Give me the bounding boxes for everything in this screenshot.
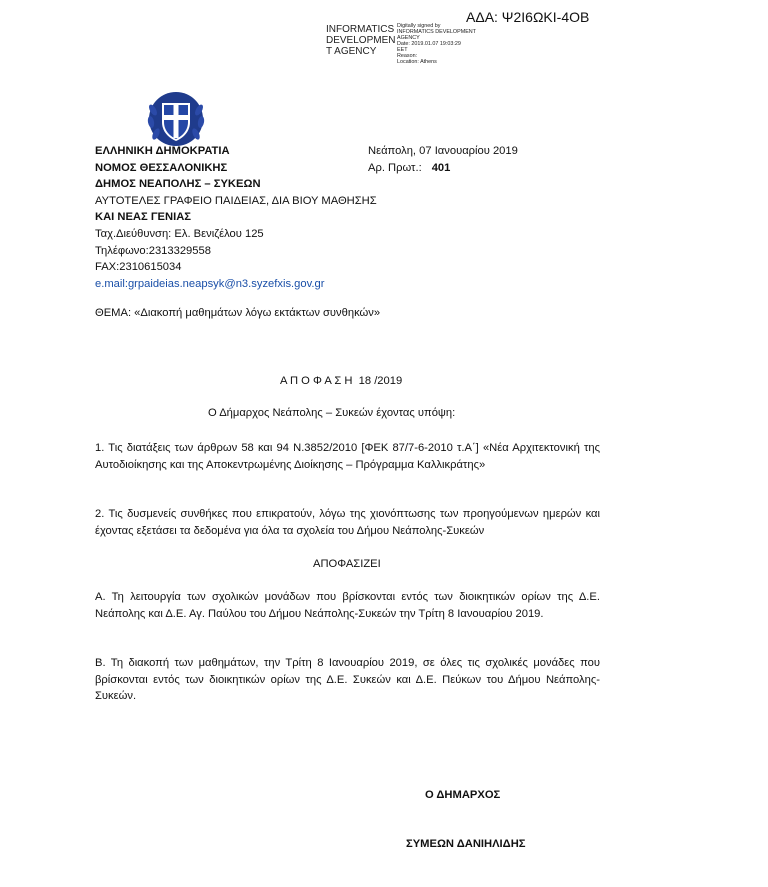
- header-phone: Τηλέφωνο:2313329558: [95, 244, 211, 257]
- header-municipality: ΔΗΜΟΣ ΝΕΑΠΟΛΗΣ – ΣΥΚΕΩΝ: [95, 178, 261, 191]
- header-address: Ταχ.Διεύθυνση: Ελ. Βενιζέλου 125: [95, 227, 264, 240]
- signature-signed-by-label: Digitally signed by: [397, 23, 441, 29]
- ada-code: ΑΔΑ: Ψ2Ι6ΩΚΙ-4ΟΒ: [466, 9, 590, 25]
- header-office: ΑΥΤΟΤΕΛΕΣ ΓΡΑΦΕΙΟ ΠΑΙΔΕΙΑΣ, ΔΙΑ ΒΙΟΥ ΜΑΘΗΣΗΣ: [95, 194, 377, 207]
- decides-heading: ΑΠΟΦΑΣΙΖΕΙ: [313, 558, 381, 570]
- header-office-cont: ΚΑΙ ΝΕΑΣ ΓΕΝΙΑΣ: [95, 211, 191, 224]
- header-email-link[interactable]: e.mail:grpaideias.neapsyk@n3.syzefxis.gov.gr: [95, 277, 325, 290]
- sender-header: [95, 143, 377, 292]
- decision-b: Β. Τη διακοπή των μαθημάτων, την Τρίτη 8 Ιανουαρίου 2019, σε όλες τις σχολικές μονάδες που βρίσκονται εντός των διοικητικών ορίων της Δ.Ε. Συκεών και Δ.Ε. Πεύκων του Δήμου Νεάπολης-Συκεών.: [95, 657, 600, 702]
- consideration-2: 2. Τις δυσμενείς συνθήκες που επικρατούν, λόγω της χιονόπτωσης των προηγούμενων ημερών και έχοντας εξετάσει τα δεδομένα για όλα τα σχολεία του Δήμου Νεάπολης-Συκεών: [95, 508, 600, 537]
- decision-title: Α Π Ο Φ Α Σ Η 18 /2019: [280, 375, 403, 387]
- preamble: Ο Δήμαρχος Νεάπολης – Συκεών έχοντας υπόψη:: [208, 407, 456, 419]
- signature-details: [397, 23, 477, 65]
- signatory-title: Ο ΔΗΜΑΡΧΟΣ: [425, 789, 501, 801]
- signature-location: Location: Athens: [397, 59, 437, 65]
- header-prefecture: ΝΟΜΟΣ ΘΕΣΣΑΛΟΝΙΚΗΣ: [95, 161, 228, 174]
- signature-date: Date: 2019.01.07 19:03:29: [397, 41, 461, 47]
- signature-org: INFORMATICS DEVELOPMEN T AGENCY: [326, 24, 396, 57]
- subject-line: ΘΕΜΑ: «Διακοπή μαθημάτων λόγω εκτάκτων συνθηκών»: [95, 307, 381, 319]
- protocol-line: [368, 160, 518, 177]
- signature-tz: EET: [397, 47, 408, 53]
- decision-a: Α. Τη λειτουργία των σχολικών μονάδων που βρίσκονται εντός των διοικητικών ορίων της Δ.Ε. Νεάπολης και Δ.Ε. Αγ. Παύλου του Δήμου Νεάπολης-Συκεών την Τρίτη 8 Ιανουαρίου 2019.: [95, 591, 600, 620]
- signature-signed-by: INFORMATICS DEVELOPMENT AGENCY: [397, 29, 476, 41]
- signature-reason: Reason:: [397, 53, 418, 59]
- date-protocol-block: [368, 143, 518, 176]
- header-fax: FAX:2310615034: [95, 261, 182, 274]
- protocol-label: Αρ. Πρωτ.:: [368, 161, 422, 174]
- protocol-number: 401: [431, 161, 451, 174]
- greek-emblem-icon: [147, 90, 205, 148]
- signatory-name: ΣΥΜΕΩΝ ΔΑΝΙΗΛΙΔΗΣ: [406, 838, 526, 850]
- consideration-1: 1. Τις διατάξεις των άρθρων 58 και 94 Ν.3852/2010 [ΦΕΚ 87/7-6-2010 τ.Α΄] «Νέα Αρχιτεκτονική της Αυτοδιοίκησης και της Αποκεντρωμένης Διοίκησης – Πρόγραμμα Καλλικράτης»: [95, 442, 600, 471]
- document-date: Νεάπολη, 07 Ιανουαρίου 2019: [368, 145, 518, 157]
- header-republic: ΕΛΛΗΝΙΚΗ ΔΗΜΟΚΡΑΤΙΑ: [95, 145, 230, 157]
